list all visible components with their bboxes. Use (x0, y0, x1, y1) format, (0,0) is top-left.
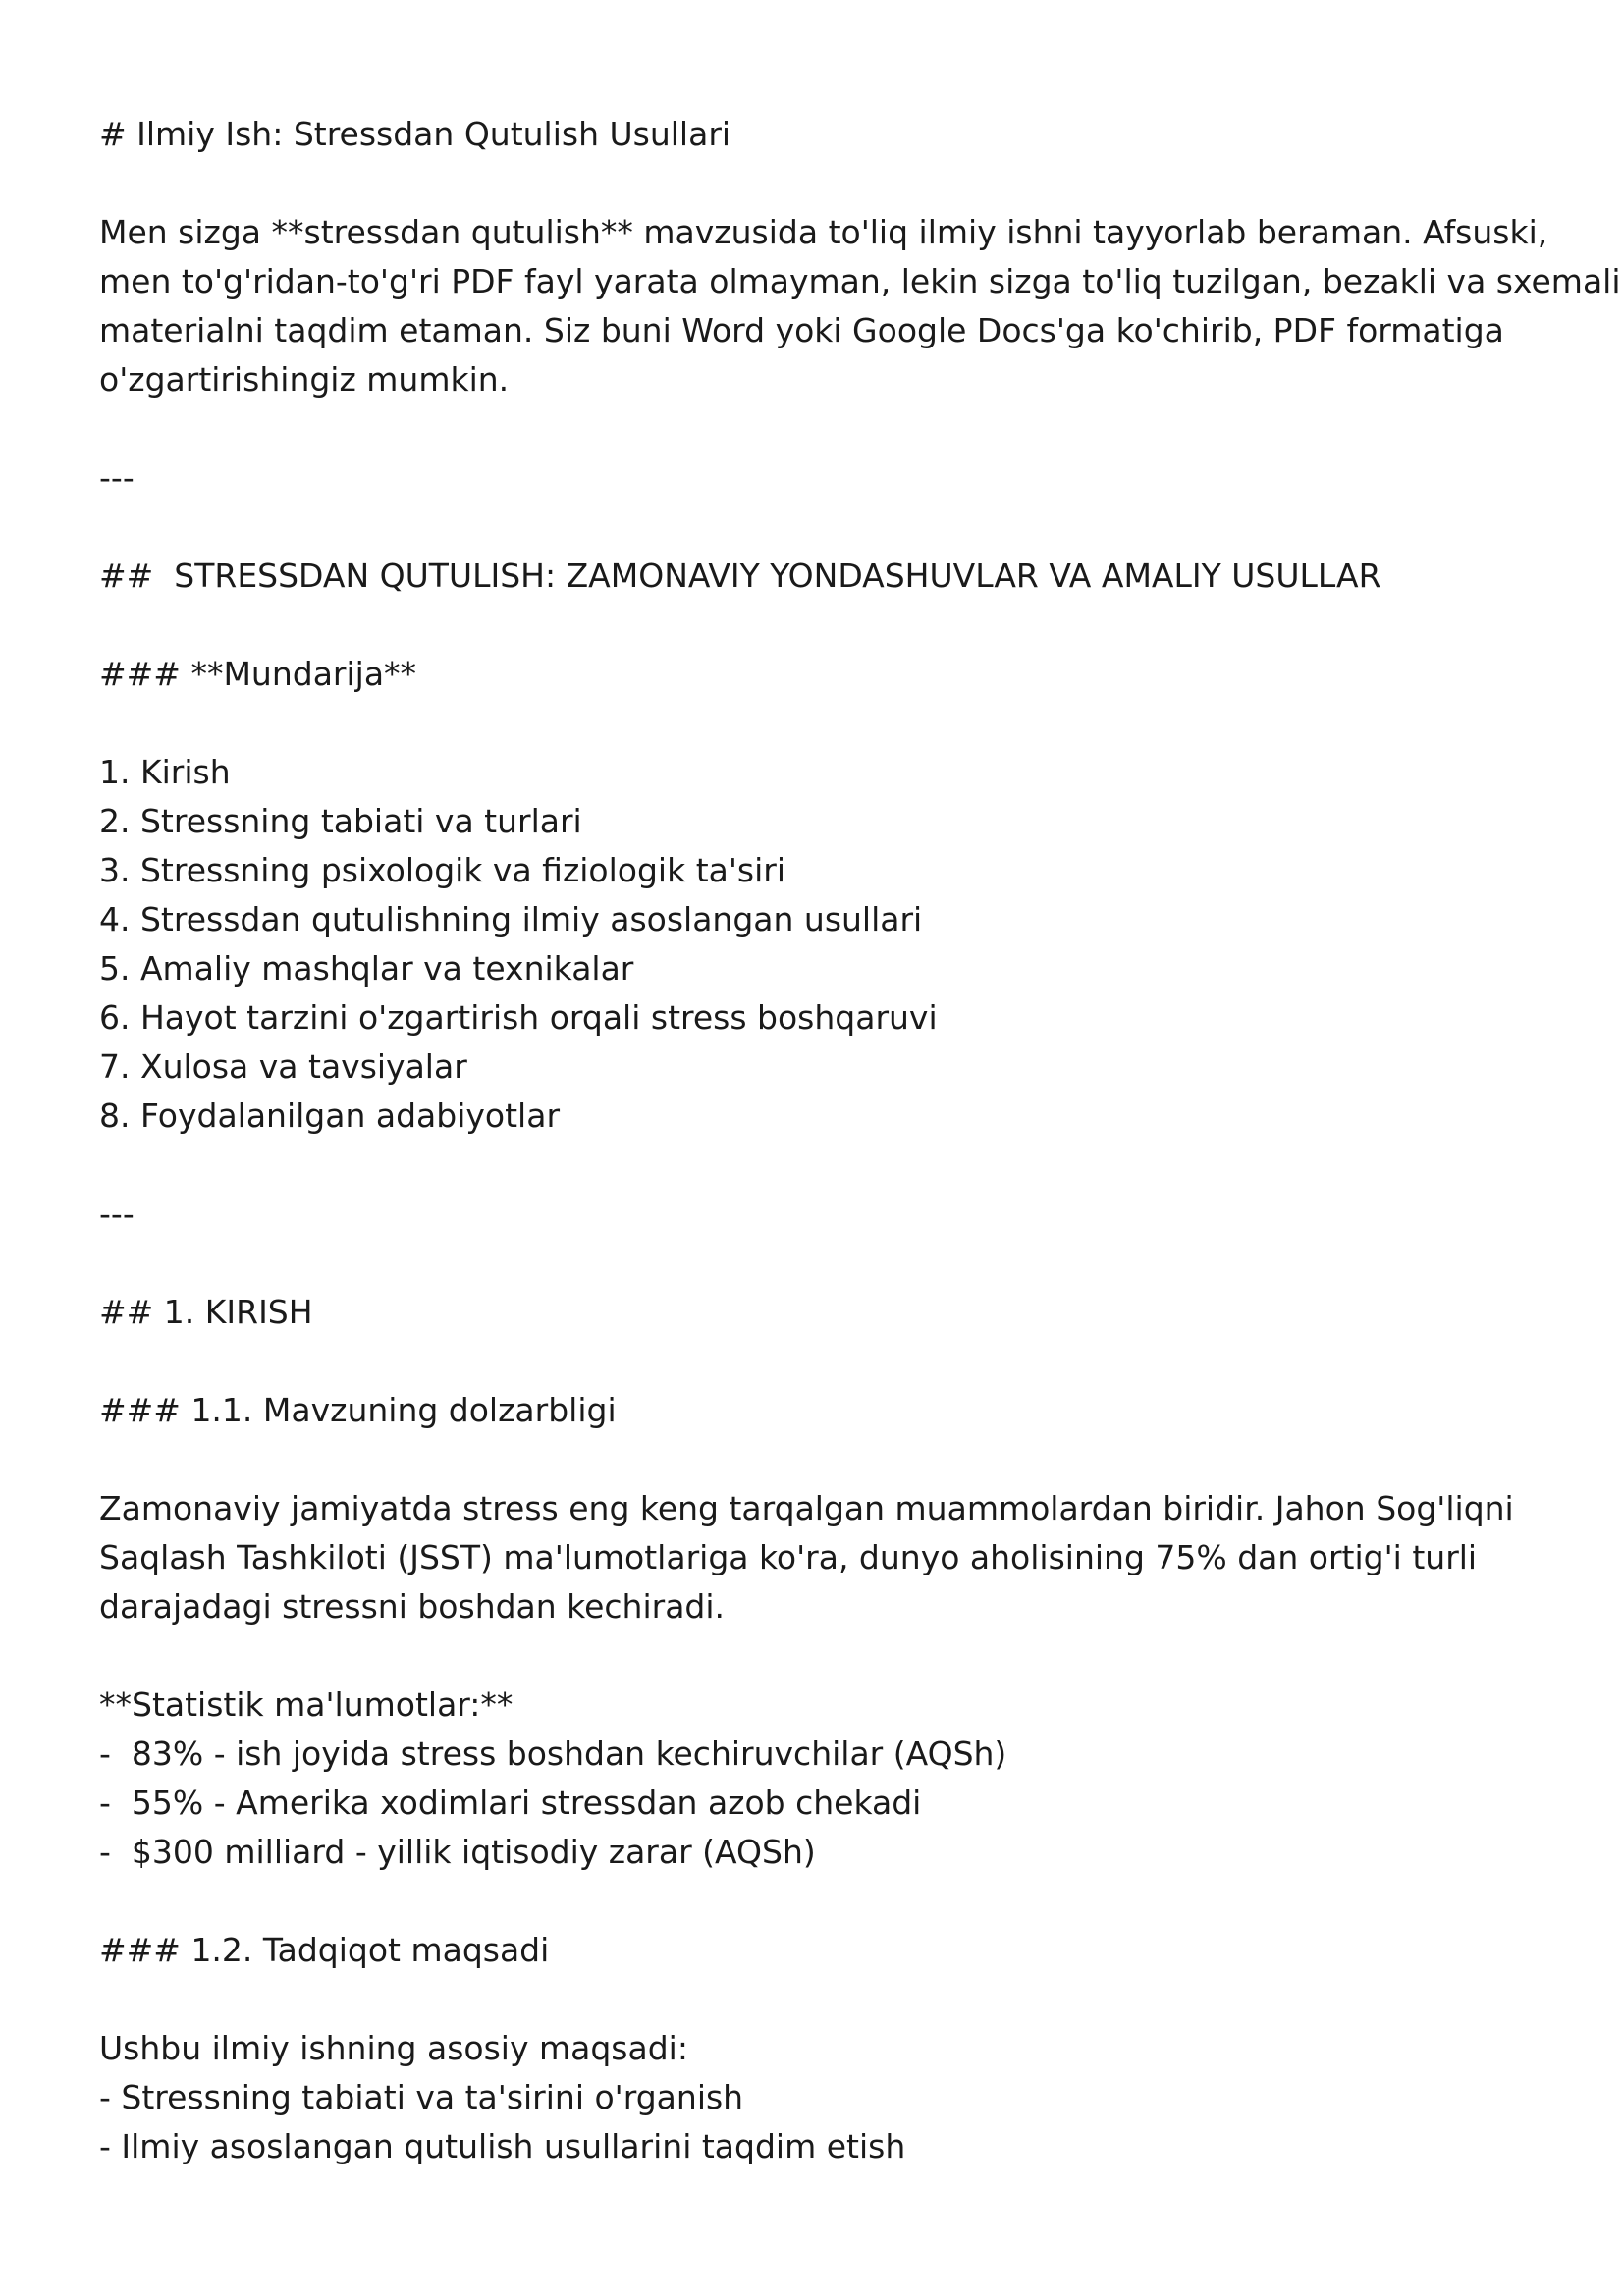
intro-line-4: o'zgartirishingiz mumkin. (99, 360, 510, 399)
horizontal-rule: --- (99, 1195, 135, 1233)
document-page (99, 110, 1621, 2171)
intro-line-2: men to'g'ridan-to'g'ri PDF fayl yarata olmayman, lekin sizga to'liq tuzilgan, bezakli va sxemali (99, 262, 1621, 300)
goal-intro: Ushbu ilmiy ishning asosiy maqsadi: (99, 2029, 688, 2067)
section-heading: ## 1. KIRISH (99, 1293, 313, 1331)
contents-item: 2. Stressning tabiati va turlari (99, 802, 582, 840)
stats-heading: **Statistik ma'lumotlar:** (99, 1685, 514, 1724)
paragraph-line: darajadagi stressni boshdan kechiradi. (99, 1587, 726, 1626)
stats-item: - 55% - Amerika xodimlari stressdan azob chekadi (99, 1784, 922, 1822)
main-heading: ## STRESSDAN QUTULISH: ZAMONAVIY YONDASHUVLAR VA AMALIY USULLAR (99, 557, 1381, 595)
contents-item: 5. Amaliy mashqlar va texnikalar (99, 949, 634, 988)
contents-item: 7. Xulosa va tavsiyalar (99, 1047, 467, 1086)
contents-item: 4. Stressdan qutulishning ilmiy asoslangan usullari (99, 900, 923, 938)
contents-item: 6. Hayot tarzini o'zgartirish orqali stress boshqaruvi (99, 998, 938, 1037)
subsection-heading: ### 1.2. Tadqiqot maqsadi (99, 1931, 550, 1969)
contents-item: 1. Kirish (99, 753, 231, 791)
goal-item: - Stressning tabiati va ta'sirini o'rganish (99, 2078, 744, 2116)
stats-item: - 83% - ish joyida stress boshdan kechiruvchilar (AQSh) (99, 1735, 1007, 1773)
stats-item: - $300 milliard - yillik iqtisodiy zarar (AQSh) (99, 1833, 816, 1871)
goal-item: - Ilmiy asoslangan qutulish usullarini taqdim etish (99, 2127, 906, 2165)
contents-item: 8. Foydalanilgan adabiyotlar (99, 1096, 561, 1135)
contents-heading: ### **Mundarija** (99, 655, 417, 693)
subsection-heading: ### 1.1. Mavzuning dolzarbligi (99, 1391, 617, 1429)
contents-item: 3. Stressning psixologik va fiziologik ta'siri (99, 851, 786, 889)
paragraph-line: Zamonaviy jamiyatda stress eng keng tarqalgan muammolardan biridir. Jahon Sog'liqni (99, 1489, 1514, 1527)
intro-line-1: Men sizga **stressdan qutulish** mavzusida to'liq ilmiy ishni tayyorlab beraman. Afsuski, (99, 213, 1548, 251)
intro-line-3: materialni taqdim etaman. Siz buni Word yoki Google Docs'ga ko'chirib, PDF formatiga (99, 311, 1504, 349)
horizontal-rule: --- (99, 458, 135, 497)
document-title: # Ilmiy Ish: Stressdan Qutulish Usullari (99, 115, 731, 153)
paragraph-line: Saqlash Tashkiloti (JSST) ma'lumotlariga ko'ra, dunyo aholisining 75% dan ortig'i turli (99, 1538, 1478, 1576)
